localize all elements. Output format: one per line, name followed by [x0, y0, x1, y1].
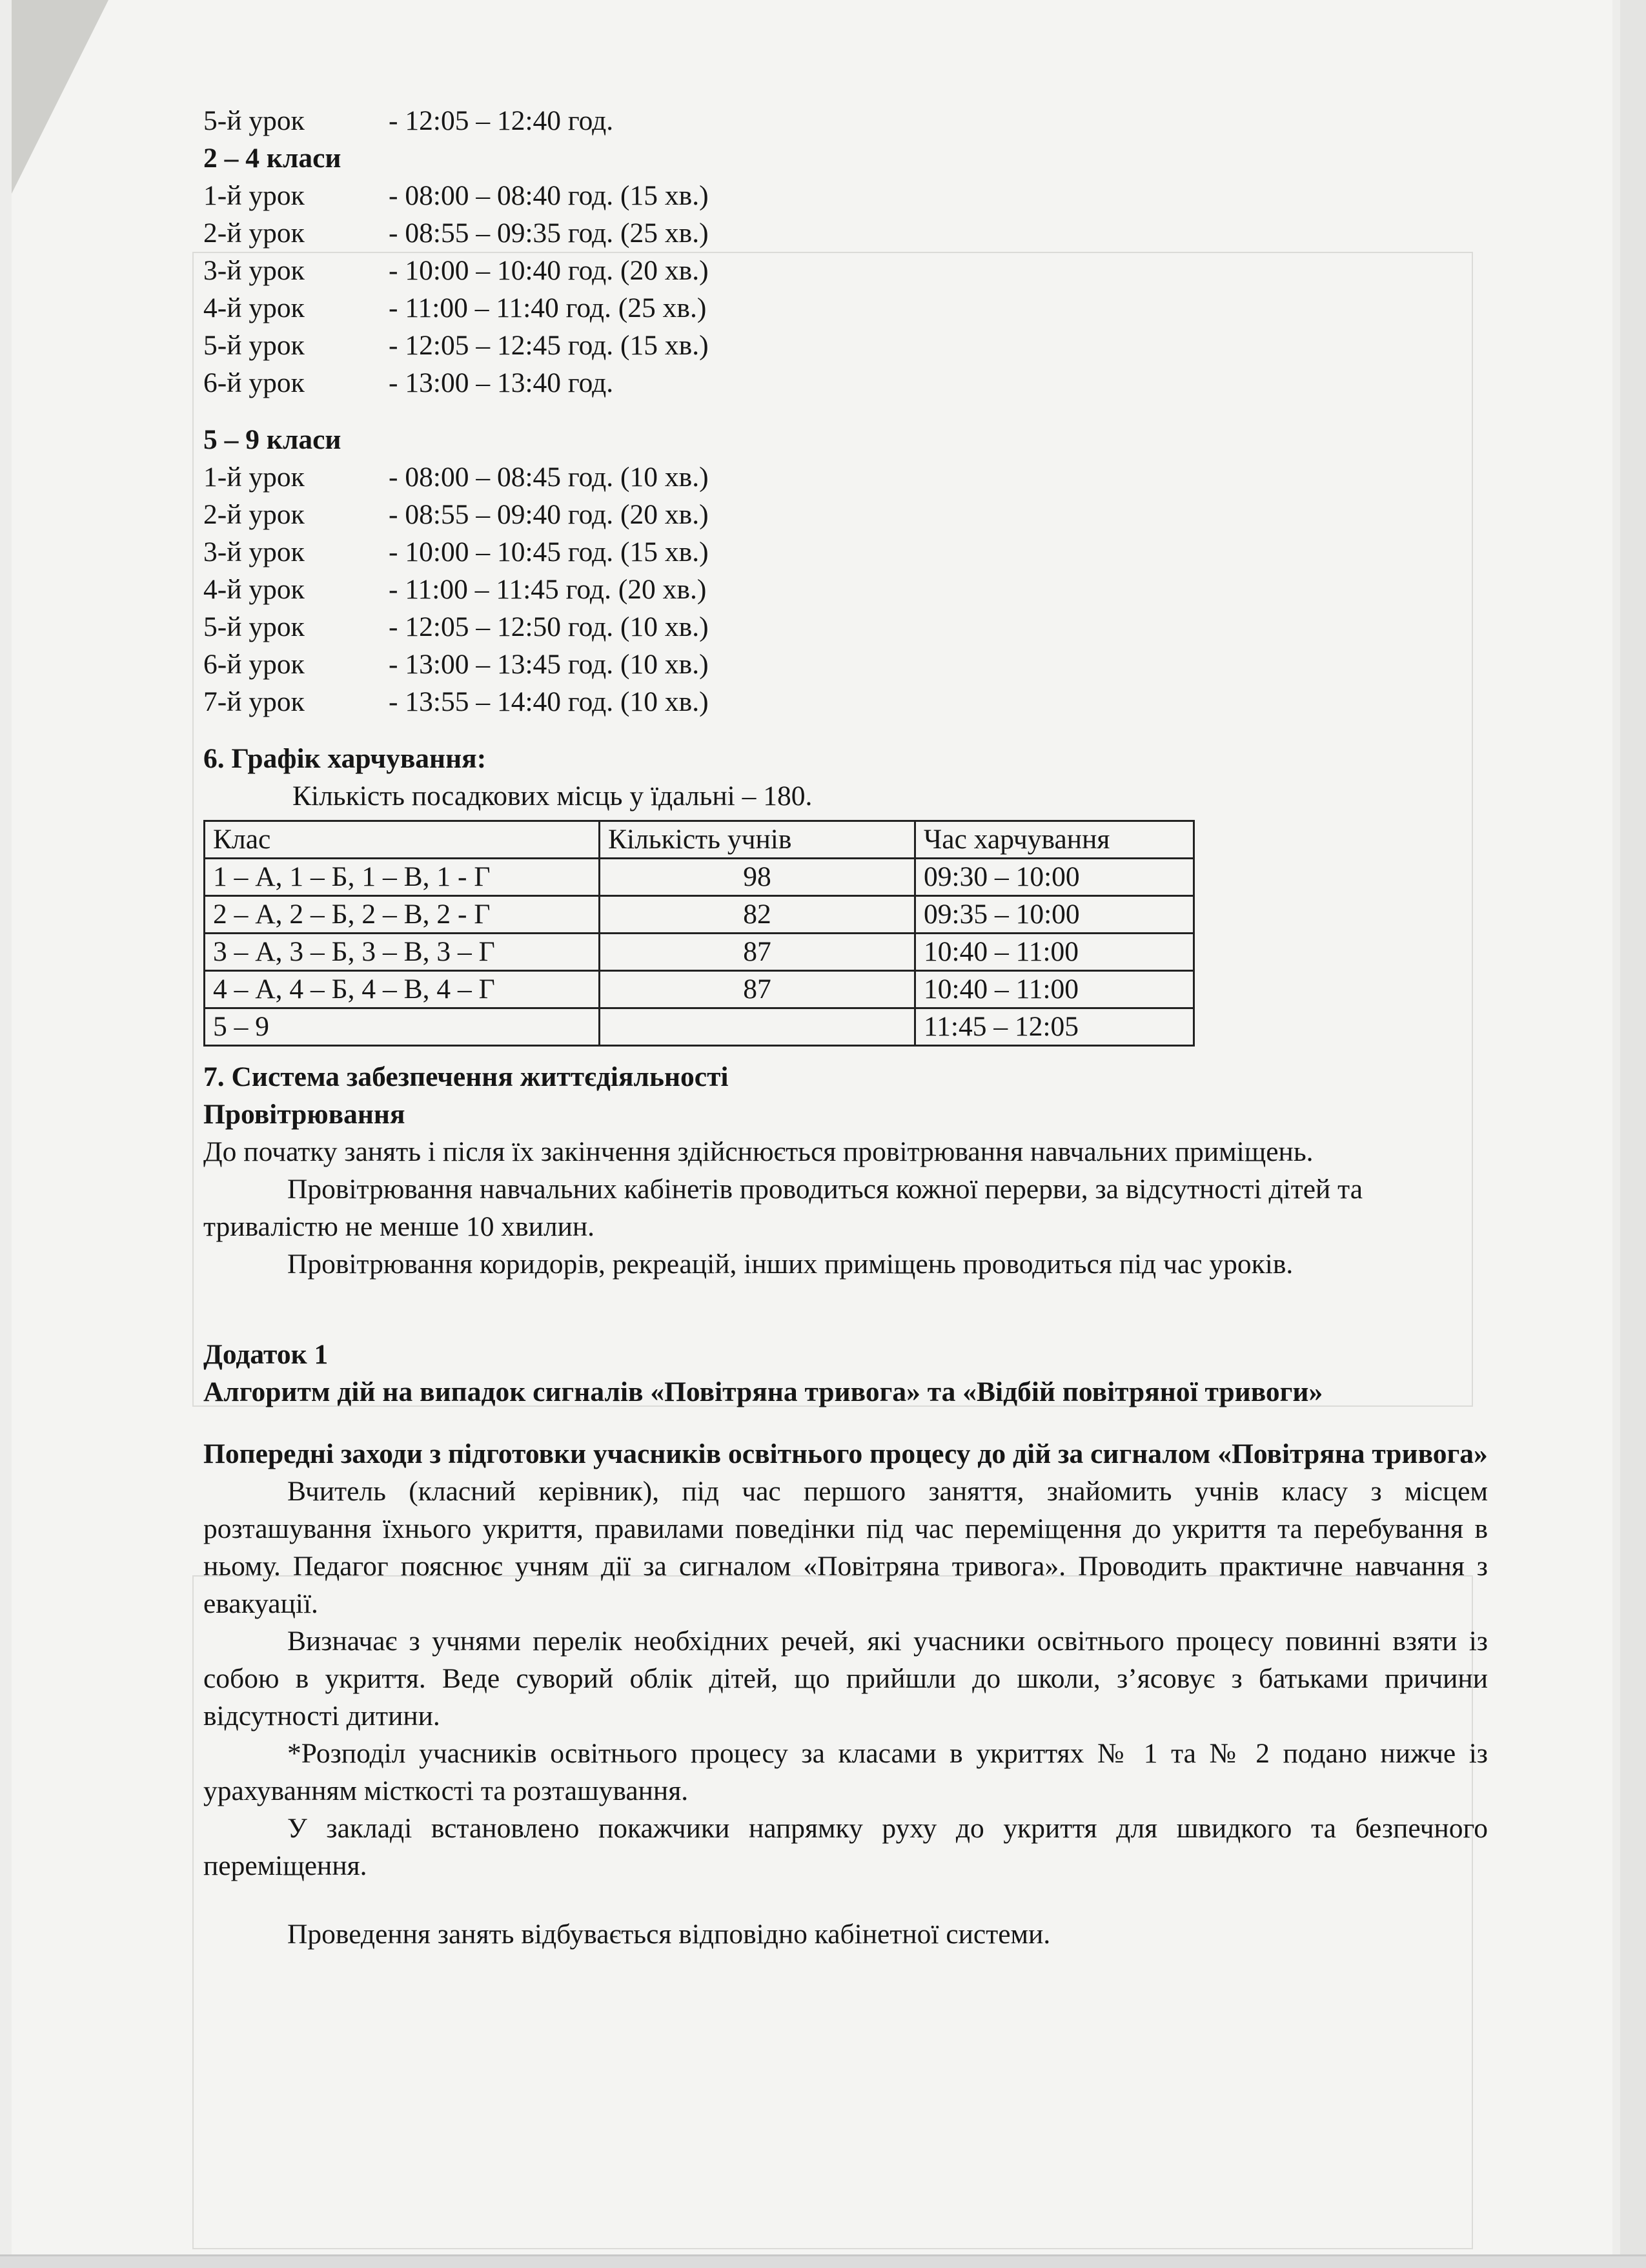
- lesson-time: - 08:55 – 09:35 год. (25 хв.): [389, 218, 709, 249]
- appendix-paragraph-3: *Розподіл учасників освітнього процесу за класами в укриттях № 1 та № 2 подано нижче із урахуванням місткості та розташування.: [203, 1738, 1488, 1806]
- grades-5-9-heading: 5 – 9 класи: [203, 424, 341, 455]
- appendix-section-heading: Попередні заходи з підготовки учасників освітнього процесу до дій за сигналом «Повітряна тривога»: [203, 1438, 1488, 1469]
- cell-count: 98: [600, 859, 915, 896]
- cell-count: 87: [600, 971, 915, 1008]
- ventilation-paragraph-1: До початку занять і після їх закінчення здійснюється провітрювання навчальних приміщень.: [203, 1136, 1314, 1167]
- lesson-label: 6-й урок: [203, 649, 305, 680]
- lesson-label: 3-й урок: [203, 255, 305, 286]
- lesson-time: - 08:00 – 08:40 год. (15 хв.): [389, 180, 709, 211]
- lesson-time: - 10:00 – 10:40 год. (20 хв.): [389, 255, 709, 286]
- lesson-label: 4-й урок: [203, 292, 305, 323]
- cell-time: 11:45 – 12:05: [915, 1008, 1194, 1046]
- grades-2-4-heading: 2 – 4 класи: [203, 143, 341, 174]
- ventilation-heading: Провітрювання: [203, 1099, 405, 1130]
- schedule-row: [203, 683, 1488, 720]
- cell-time: 10:40 – 11:00: [915, 934, 1194, 971]
- table-row: [205, 1008, 1194, 1046]
- appendix-paragraph-1: Вчитель (класний керівник), під час першого заняття, знайомить учнів класу з місцем розташування їхнього укриття, правилами поведінки під час переміщення до укриття та перебування в ньому. Педагог пояснює учням дії за сигналом «Повітряна тривога». Проводить практичне навчання з евакуації.: [203, 1476, 1488, 1619]
- cell-class: 1 – А, 1 – Б, 1 – В, 1 - Г: [205, 859, 600, 896]
- ventilation-paragraph-3: Провітрювання коридорів, рекреацій, інших приміщень проводиться під час уроків.: [287, 1249, 1294, 1280]
- folded-corner: [12, 0, 108, 194]
- lesson-label: 1-й урок: [203, 462, 305, 493]
- schedule-row: [203, 458, 1488, 496]
- appendix-paragraph-2: Визначає з учнями перелік необхідних речей, які учасники освітнього процесу повинні взяти із собою в укриття. Веде суворий облік дітей, що прийшли до школи, з’ясовує з батьками причини відсутності дитини.: [203, 1626, 1488, 1732]
- lesson-time: - 13:00 – 13:45 год. (10 хв.): [389, 649, 709, 680]
- lesson-label: 2-й урок: [203, 218, 305, 249]
- cell-count: [600, 1008, 915, 1046]
- column-header-time: Час харчування: [915, 821, 1194, 859]
- appendix-subtitle: Алгоритм дій на випадок сигналів «Повітряна тривога» та «Відбій повітряної тривоги»: [203, 1376, 1323, 1407]
- cell-class: 4 – А, 4 – Б, 4 – В, 4 – Г: [205, 971, 600, 1008]
- ventilation-paragraph-2: Провітрювання навчальних кабінетів проводиться кожної перерви, за відсутності дітей та тривалістю не менше 10 хвилин.: [203, 1174, 1363, 1242]
- lesson-label: 7-й урок: [203, 686, 305, 717]
- schedule-row: [203, 214, 1488, 252]
- lesson-time: - 08:00 – 08:45 год. (10 хв.): [389, 462, 709, 493]
- grades-5-9-schedule: [203, 458, 1488, 720]
- cell-class: 2 – А, 2 – Б, 2 – В, 2 - Г: [205, 896, 600, 934]
- lesson-time: - 08:55 – 09:40 год. (20 хв.): [389, 499, 709, 530]
- lesson-label: 1-й урок: [203, 180, 305, 211]
- cell-class: 3 – А, 3 – Б, 3 – В, 3 – Г: [205, 934, 600, 971]
- lesson-label: 5-й урок: [203, 105, 305, 136]
- cell-time: 09:35 – 10:00: [915, 896, 1194, 934]
- appendix-title: Додаток 1: [203, 1339, 329, 1370]
- lesson-label: 3-й урок: [203, 536, 305, 567]
- table-header-row: [205, 821, 1194, 859]
- appendix-paragraph-5: Проведення занять відбувається відповідно кабінетної системи.: [287, 1919, 1051, 1950]
- lesson-time: - 13:00 – 13:40 год.: [389, 367, 614, 398]
- schedule-row: [203, 177, 1488, 214]
- document-page: [12, 0, 1612, 2260]
- lesson-label: 4-й урок: [203, 574, 305, 605]
- lesson-time: - 12:05 – 12:50 год. (10 хв.): [389, 611, 709, 642]
- cell-count: 82: [600, 896, 915, 934]
- table-row: [205, 971, 1194, 1008]
- meal-schedule-table: [203, 820, 1195, 1047]
- schedule-row: [203, 533, 1488, 571]
- appendix-paragraph-4: У закладі встановлено покажчики напрямку руху до укриття для швидкого та безпечного переміщення.: [203, 1813, 1488, 1881]
- lesson-time: - 10:00 – 10:45 год. (15 хв.): [389, 536, 709, 567]
- schedule-row: [203, 646, 1488, 683]
- cell-count: 87: [600, 934, 915, 971]
- cell-time: 09:30 – 10:00: [915, 859, 1194, 896]
- scan-edge-right: [1620, 0, 1646, 2266]
- schedule-row: [203, 327, 1488, 364]
- grades-2-4-schedule: [203, 177, 1488, 402]
- schedule-row: [203, 496, 1488, 533]
- lesson-time: - 12:05 – 12:40 год.: [389, 105, 614, 136]
- table-row: [205, 934, 1194, 971]
- cell-class: 5 – 9: [205, 1008, 600, 1046]
- lesson-time: - 11:00 – 11:45 год. (20 хв.): [389, 574, 707, 605]
- schedule-row: [203, 364, 1488, 402]
- table-row: [205, 896, 1194, 934]
- schedule-row: [203, 608, 1488, 646]
- document-content: [203, 102, 1488, 1953]
- lesson-label: 2-й урок: [203, 499, 305, 530]
- schedule-row: [203, 571, 1488, 608]
- lesson-time: - 12:05 – 12:45 год. (15 хв.): [389, 330, 709, 361]
- lesson-time: - 13:55 – 14:40 год. (10 хв.): [389, 686, 709, 717]
- schedule-row: [203, 102, 1488, 139]
- lesson-label: 6-й урок: [203, 367, 305, 398]
- column-header-class: Клас: [205, 821, 600, 859]
- lesson-time: - 11:00 – 11:40 год. (25 хв.): [389, 292, 707, 323]
- meal-schedule-heading: 6. Графік харчування:: [203, 743, 487, 774]
- cell-time: 10:40 – 11:00: [915, 971, 1194, 1008]
- schedule-row: [203, 252, 1488, 289]
- lesson-label: 5-й урок: [203, 611, 305, 642]
- life-support-heading: 7. Система забезпечення життєдіяльності: [203, 1061, 729, 1092]
- lesson-label: 5-й урок: [203, 330, 305, 361]
- schedule-row: [203, 289, 1488, 327]
- column-header-count: Кількість учнів: [600, 821, 915, 859]
- dining-seats-text: Кількість посадкових місць у їдальні – 180.: [292, 781, 813, 812]
- table-row: [205, 859, 1194, 896]
